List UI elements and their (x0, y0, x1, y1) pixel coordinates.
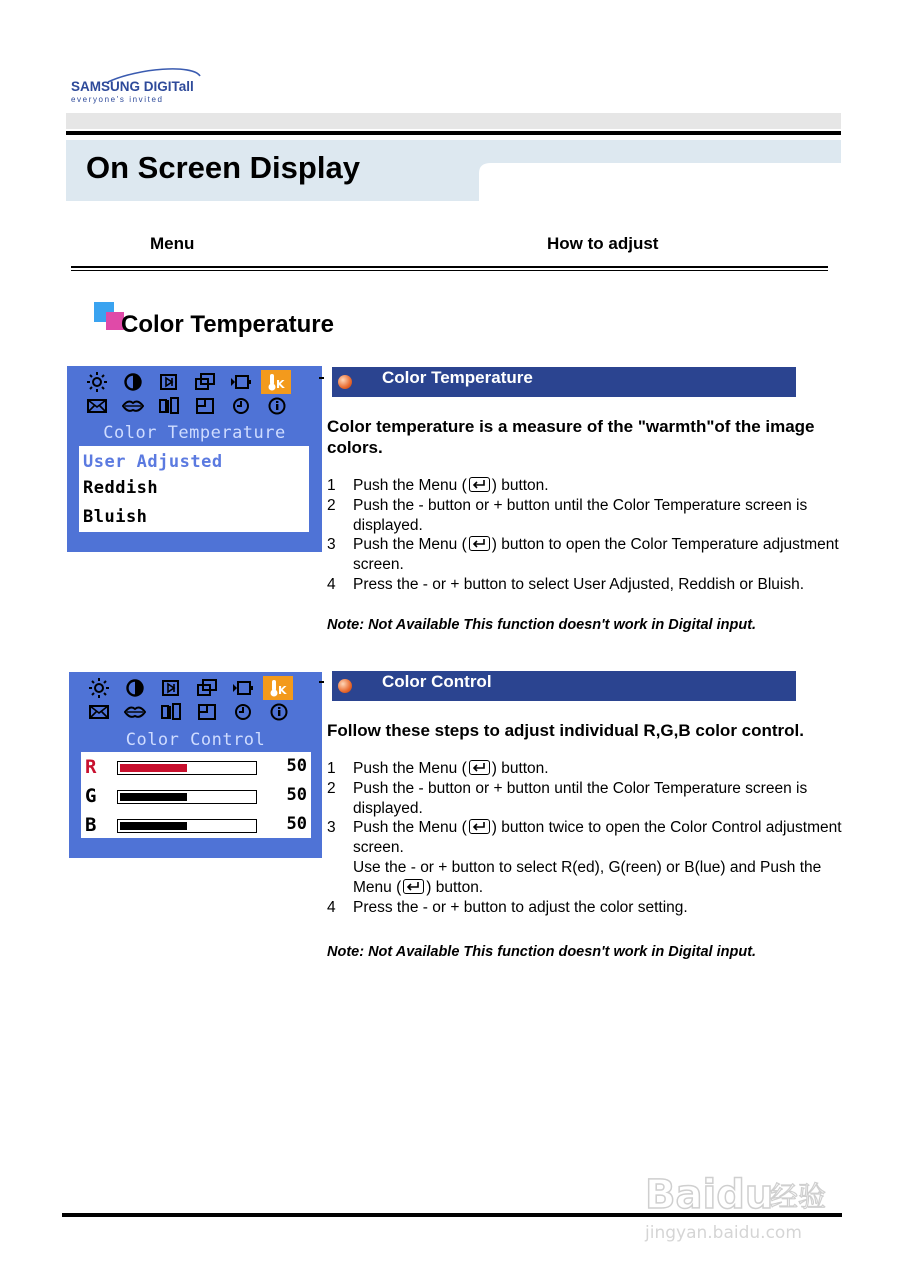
rgb-slider-fill (120, 764, 187, 772)
step-number: 1 (327, 477, 336, 494)
step-body (353, 535, 847, 575)
osd-icon-row-top (79, 370, 291, 394)
column-how-heading: How to adjust (547, 234, 659, 253)
svg-text:jingyan.baidu.com: jingyan.baidu.com (645, 1223, 802, 1243)
section-bar-label: Color Control (382, 672, 492, 691)
step-number: 2 (327, 496, 336, 514)
step-body (353, 898, 688, 918)
note-text: Note: Not Available This function doesn't work in Digital input. (327, 617, 757, 633)
step-text: Push the Menu ( (353, 477, 467, 494)
section-bar-color-control (332, 671, 796, 701)
step-item (327, 779, 847, 819)
samsung-logo (68, 66, 208, 110)
rgb-row-g[interactable] (85, 785, 307, 809)
position-icon (153, 676, 189, 700)
lips-icon (117, 700, 153, 724)
osd-option-reddish[interactable]: Reddish (83, 478, 159, 498)
rgb-slider[interactable] (117, 790, 257, 804)
step-text: ) button. (426, 878, 484, 896)
color-temp-icon (263, 676, 293, 700)
osd-title: Color Control (125, 730, 266, 750)
lead-text: Follow these steps to adjust individual R,G,B color control. (327, 721, 804, 740)
step-item (327, 476, 847, 496)
column-divider-thin (71, 270, 828, 271)
svg-text:everyone's invited: everyone's invited (71, 95, 164, 104)
step-body (353, 779, 847, 819)
step-item (327, 759, 847, 779)
step-body (353, 476, 549, 496)
step-text: Push the Menu ( (353, 819, 467, 837)
svg-text:K: K (276, 378, 285, 391)
svg-text:K: K (278, 684, 287, 697)
rgb-label: R (85, 756, 97, 778)
position-icon (151, 370, 187, 394)
steps-list (327, 476, 847, 595)
menu-enter-icon (403, 879, 424, 894)
size-icon (189, 676, 225, 700)
osd-icon-row-bottom (79, 394, 295, 418)
contrast-icon (117, 676, 153, 700)
lead-text: Color temperature is a measure of the "warmth"of the image colors. (327, 417, 815, 457)
rgb-value: 50 (286, 814, 307, 834)
step-text: Use the - or + button to select R(ed), G(reen) or B(lue) and Push the Menu ( (353, 858, 822, 896)
rgb-row-b[interactable] (85, 814, 307, 838)
rgb-slider-fill (120, 793, 187, 801)
info-icon (259, 394, 295, 418)
step-text: Press the - or + button to adjust the color setting. (353, 898, 688, 916)
window-icon (187, 394, 223, 418)
color-temp-icon (261, 370, 291, 394)
mail-icon (81, 700, 117, 724)
svg-text:Baidu: Baidu (645, 1172, 774, 1218)
step-text: ) button to open the Color Temperature adjustment screen. (353, 536, 839, 574)
step-text: Press the - or + button to select User Adjusted, Reddish or Bluish. (353, 575, 805, 593)
osd-icon-row-top (81, 676, 293, 700)
step-number: 3 (327, 819, 336, 837)
step-item (327, 496, 847, 536)
header-grey-bar (66, 113, 841, 129)
section-bar-color-temperature (332, 367, 796, 397)
osd-option-user-adjusted[interactable]: User Adjusted (83, 452, 223, 472)
contrast-icon (115, 370, 151, 394)
rgb-value: 50 (286, 785, 307, 805)
note-text: Note: Not Available This function doesn't work in Digital input. (327, 944, 757, 960)
osd-color-temperature-panel (67, 366, 322, 552)
rgb-label: G (85, 785, 97, 807)
section-title: Color Temperature (121, 311, 334, 338)
lips-icon (115, 394, 151, 418)
rgb-slider[interactable] (117, 761, 257, 775)
osd-rgb-box (81, 752, 311, 838)
rgb-slider-fill (120, 822, 187, 830)
step-text: Push the - button or + button until the Color Temperature screen is displayed. (353, 496, 808, 534)
menu-enter-icon (469, 477, 490, 492)
step-body (353, 575, 804, 595)
step-text: Push the - button or + button until the Color Temperature screen is displayed. (353, 779, 808, 817)
rgb-value: 50 (286, 756, 307, 776)
step-text: ) button twice to open the Color Control adjustment screen. (353, 819, 842, 857)
split-icon (151, 394, 187, 418)
step-body (353, 496, 847, 536)
info-icon (261, 700, 297, 724)
bullet-icon (338, 375, 352, 389)
rgb-label: B (85, 814, 97, 836)
osd-options-box (79, 446, 309, 532)
column-menu-heading: Menu (150, 234, 195, 253)
mail-icon (79, 394, 115, 418)
step-body (353, 818, 847, 897)
baidu-watermark (640, 1150, 850, 1250)
video-icon (223, 370, 259, 394)
section-bar-label: Color Temperature (382, 368, 533, 387)
step-text: Push the Menu ( (353, 760, 467, 777)
clock-icon (225, 700, 261, 724)
column-divider (71, 266, 828, 268)
tick-mark (319, 377, 324, 379)
video-icon (225, 676, 261, 700)
rgb-row-r[interactable] (85, 756, 307, 780)
step-number: 3 (327, 536, 336, 554)
rgb-slider[interactable] (117, 819, 257, 833)
step-text: ) button. (491, 477, 549, 494)
step-text: Push the Menu ( (353, 536, 467, 554)
svg-text:SAMSUNG DIGITall: SAMSUNG DIGITall (71, 79, 194, 94)
window-icon (189, 700, 225, 724)
page-title: On Screen Display (86, 150, 360, 185)
step-item (327, 818, 847, 897)
tick-mark (319, 681, 324, 683)
step-number: 4 (327, 898, 336, 916)
osd-title: Color Temperature (103, 423, 286, 443)
osd-color-control-panel (69, 672, 322, 858)
bullet-icon (338, 679, 352, 693)
step-number: 4 (327, 575, 336, 593)
split-icon (153, 700, 189, 724)
clock-icon (223, 394, 259, 418)
step-item (327, 898, 847, 918)
header-rule (66, 131, 841, 135)
steps-list (327, 759, 847, 917)
osd-option-bluish[interactable]: Bluish (83, 507, 148, 527)
step-item (327, 535, 847, 575)
menu-enter-icon (469, 760, 490, 775)
size-icon (187, 370, 223, 394)
menu-enter-icon (469, 536, 490, 551)
step-body (353, 759, 549, 779)
svg-text:经验: 经验 (770, 1180, 827, 1213)
osd-icon-row-bottom (81, 700, 297, 724)
step-text: ) button. (491, 760, 549, 777)
menu-enter-icon (469, 819, 490, 834)
brightness-icon (79, 370, 115, 394)
step-item (327, 575, 847, 595)
step-number: 2 (327, 779, 336, 797)
brightness-icon (81, 676, 117, 700)
step-number: 1 (327, 760, 336, 777)
